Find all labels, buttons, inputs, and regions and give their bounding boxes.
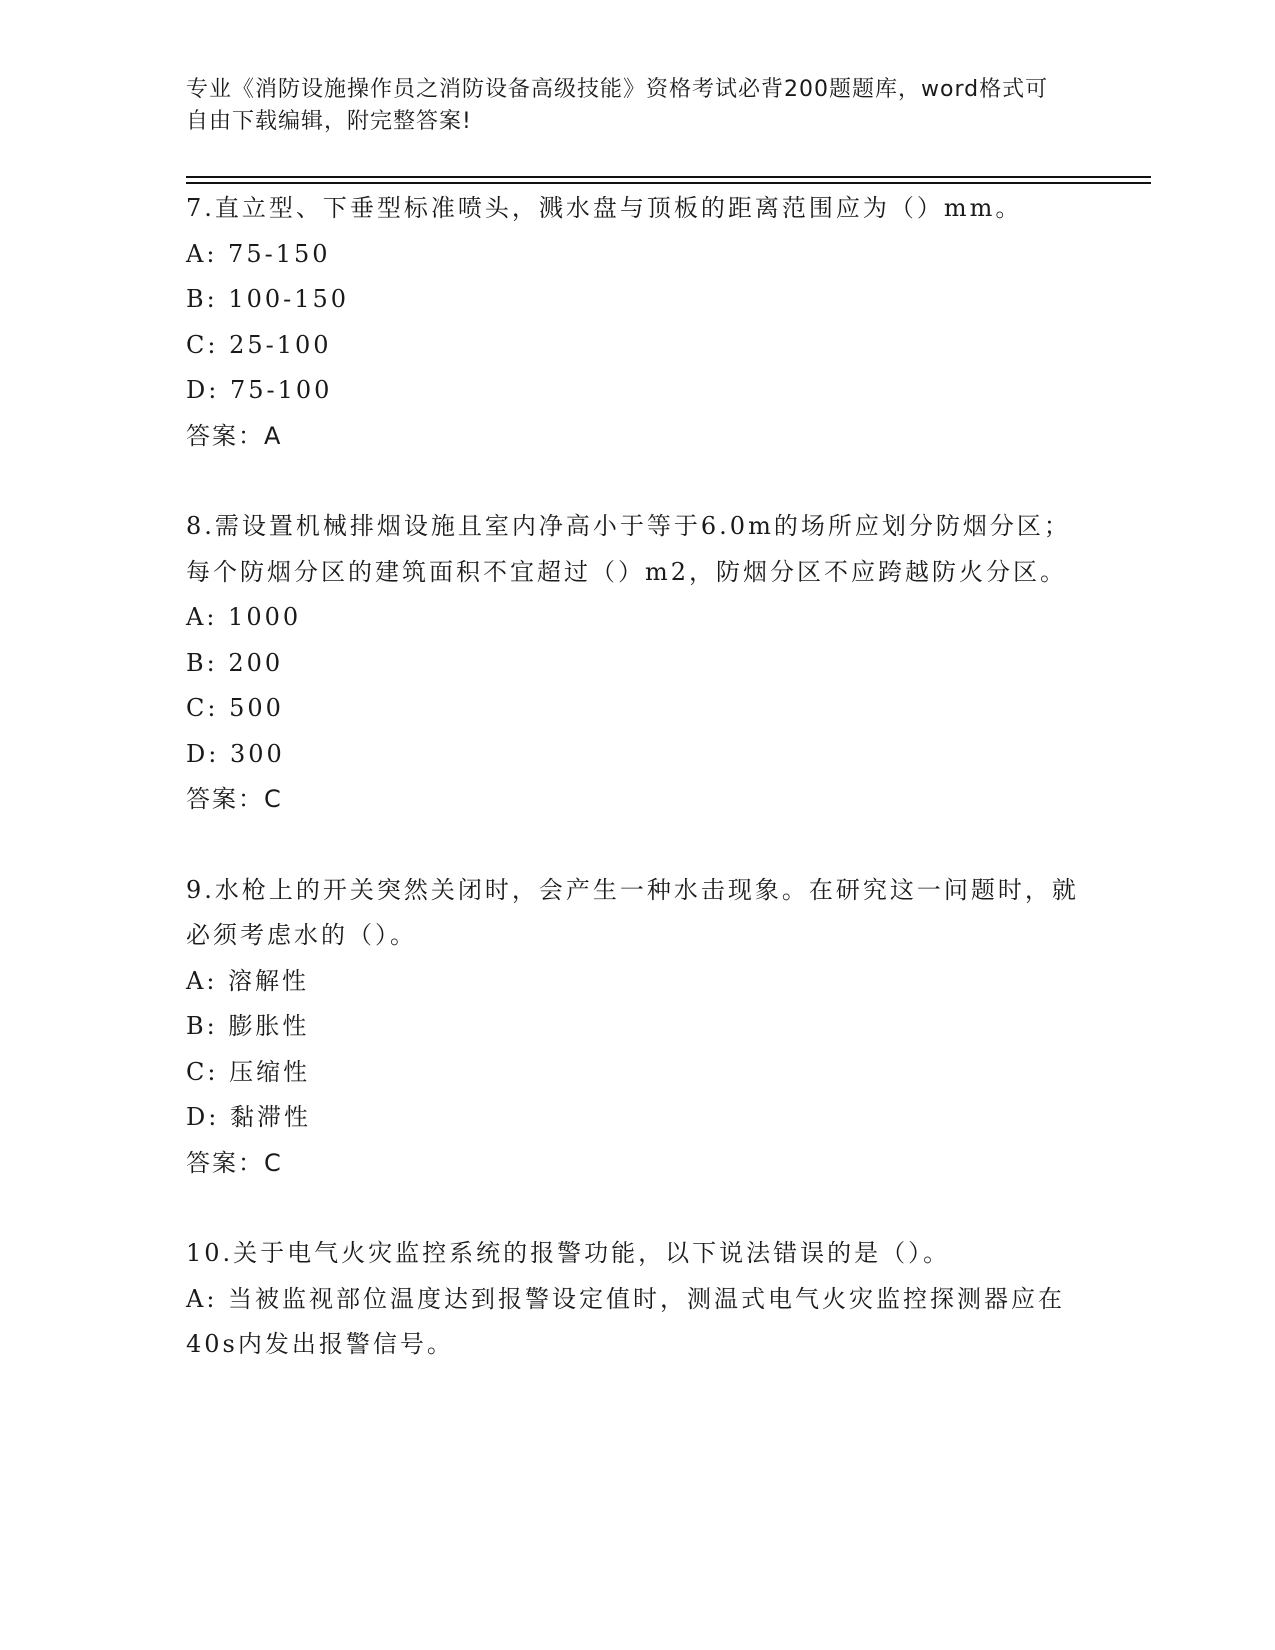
question-10 bbox=[186, 1231, 1086, 1368]
question-7 bbox=[186, 186, 1086, 459]
header-divider-top bbox=[186, 176, 1151, 178]
option-a: A: 1000 bbox=[186, 603, 302, 631]
answer-line: 答案：C bbox=[186, 785, 283, 813]
option-d: D: 75-100 bbox=[186, 376, 333, 404]
option-b: B: 膨胀性 bbox=[186, 1012, 310, 1040]
question-stem: 9.水枪上的开关突然关闭时，会产生一种水击现象。在研究这一问题时，就必须考虑水的（）。 bbox=[186, 875, 1079, 949]
header-divider-bottom bbox=[186, 182, 1151, 184]
option-a: A: 当被监视部位温度达到报警设定值时，测温式电气火灾监控探测器应在40s内发出报警信号。 bbox=[186, 1284, 1066, 1358]
option-c: C: 25-100 bbox=[186, 330, 332, 359]
option-c: C: 压缩性 bbox=[186, 1057, 311, 1086]
question-9 bbox=[186, 868, 1086, 1187]
option-b: B: 200 bbox=[186, 648, 284, 677]
question-list bbox=[186, 186, 1086, 1368]
option-a: A: 75-150 bbox=[186, 239, 331, 268]
question-8 bbox=[186, 504, 1086, 823]
option-d: D: 300 bbox=[186, 739, 285, 768]
answer-line: 答案：C bbox=[186, 1148, 283, 1177]
question-stem: 8.需设置机械排烟设施且室内净高小于等于6.0m的场所应划分防烟分区；每个防烟分区的建筑面积不宜超过（）m2，防烟分区不应跨越防火分区。 bbox=[186, 512, 1071, 586]
option-c: C: 500 bbox=[186, 694, 284, 722]
option-a: A: 溶解性 bbox=[186, 966, 310, 995]
option-b: B: 100-150 bbox=[186, 285, 350, 313]
question-stem: 10.关于电气火灾监控系统的报警功能，以下说法错误的是（）。 bbox=[186, 1239, 951, 1267]
question-stem: 7.直立型、下垂型标准喷头，溅水盘与顶板的距离范围应为（）mm。 bbox=[186, 194, 1023, 222]
answer-line: 答案：A bbox=[186, 421, 283, 450]
document-header: 专业《消防设施操作员之消防设备高级技能》资格考试必背200题题库，word格式可自由下载编辑，附完整答案! bbox=[186, 77, 1049, 134]
option-d: D: 黏滞性 bbox=[186, 1103, 311, 1131]
